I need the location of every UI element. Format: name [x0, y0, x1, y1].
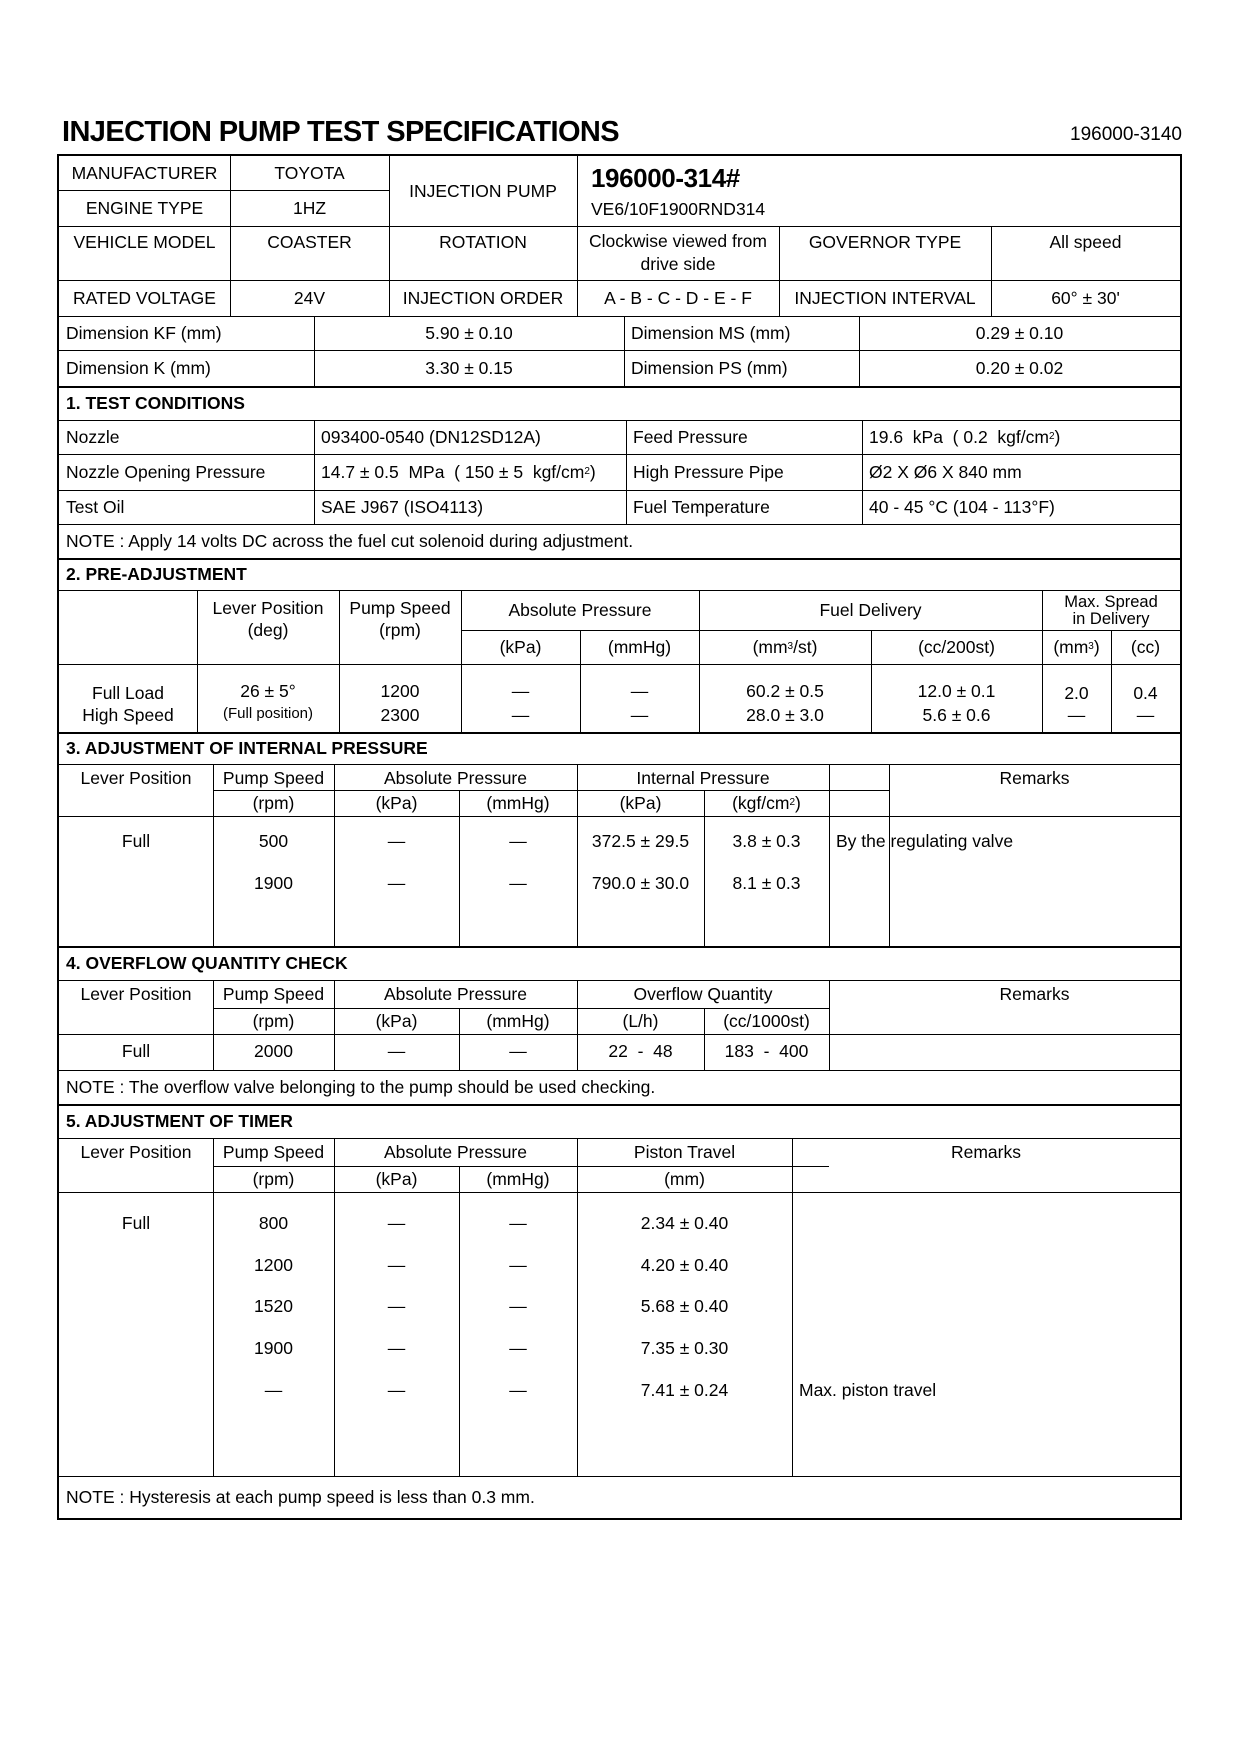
s5-row-3-travel: 5.68 ± 0.40: [640, 1295, 729, 1316]
test-oil-label: Test Oil: [66, 496, 125, 517]
nozzle-label: Nozzle: [66, 426, 120, 447]
manufacturer-label: MANUFACTURER: [71, 162, 218, 183]
s2-header-cc-200st: (cc/200st): [918, 636, 995, 657]
s2-row-high-speed-label: High Speed: [82, 704, 174, 725]
s3-row-2-kpa: —: [387, 872, 406, 893]
s2-header-kpa: (kPa): [499, 636, 542, 657]
s5-row-5-travel: 7.41 ± 0.24: [640, 1379, 729, 1400]
dimension-ms-value: 0.29 ± 0.10: [975, 322, 1064, 343]
section-1-heading: 1. TEST CONDITIONS: [66, 392, 245, 413]
s5-row-1-speed: 800: [258, 1212, 289, 1233]
s5-row-4-kpa: —: [387, 1337, 406, 1358]
pump-number: 196000-314#: [591, 163, 740, 194]
s2-lever-value: 26 ± 5°: [240, 680, 296, 701]
dimension-kf-value: 5.90 ± 0.10: [425, 322, 513, 343]
s2-row-high-speed-mmhg: —: [630, 704, 649, 725]
s4-header-overflow-quantity: Overflow Quantity: [633, 983, 773, 1004]
s5-row-2-mmhg: —: [509, 1254, 527, 1275]
s5-row-1-mmhg: —: [509, 1212, 527, 1233]
s5-header-absolute-pressure: Absolute Pressure: [384, 1141, 527, 1162]
rotation-line-1: Clockwise viewed from: [589, 231, 767, 252]
s4-header-cc: (cc/1000st): [723, 1010, 810, 1031]
s3-header-remarks: Remarks: [999, 767, 1070, 788]
s5-header-rpm: (rpm): [252, 1168, 295, 1189]
s3-row-1-remark: By the regulating valve: [836, 830, 1014, 851]
s4-row-kpa: —: [387, 1040, 406, 1061]
s3-header-lever-position: Lever Position: [80, 767, 192, 788]
s2-row-high-speed-spread-cc: —: [1136, 704, 1155, 725]
s4-header-remarks: Remarks: [999, 983, 1070, 1004]
rated-voltage-value: 24V: [293, 287, 326, 308]
document-title: INJECTION PUMP TEST SPECIFICATIONS: [62, 116, 619, 148]
section-4-note: NOTE : The overflow valve belonging to the pump should be used checking.: [66, 1076, 656, 1097]
s2-row-full-load-mm3: 60.2 ± 0.5: [746, 680, 824, 701]
s2-row-high-speed-mm3: 28.0 ± 3.0: [746, 704, 824, 725]
s3-row-2-int-kpa: 790.0 ± 30.0: [591, 872, 690, 893]
s5-header-mm: (mm): [664, 1168, 705, 1189]
dimension-kf-label: Dimension KF (mm): [66, 322, 222, 343]
s2-row-high-speed-speed: 2300: [380, 704, 420, 725]
spec-sheet: [57, 154, 1182, 1520]
s2-row-high-speed-cc: 5.6 ± 0.6: [922, 704, 991, 725]
rotation-label: ROTATION: [439, 232, 527, 252]
injection-pump-label: INJECTION PUMP: [409, 180, 557, 201]
s3-header-rpm: (rpm): [252, 792, 295, 813]
s2-header-spread-mm3: (mm 3 ): [1053, 636, 1100, 657]
s3-header-pump-speed: Pump Speed: [222, 767, 325, 788]
s3-lever-value: Full: [121, 830, 151, 851]
rotation-value: [577, 226, 779, 280]
s5-row-2-kpa: —: [387, 1254, 406, 1275]
nozzle-opening-pressure-value: 14.7 ± 0.5 MPa ( 150 ± 5 kgf/cm 2 ): [321, 461, 596, 482]
manufacturer-value: TOYOTA: [274, 162, 345, 183]
s5-header-kpa: (kPa): [375, 1168, 418, 1189]
s3-row-2-speed: 1900: [254, 872, 293, 893]
s3-row-1-kpa: —: [387, 830, 406, 851]
s2-header-lever-position: Lever Position (deg): [212, 598, 324, 640]
s4-row-lh: 22 - 48: [608, 1040, 673, 1061]
s3-row-1-kgf: 3.8 ± 0.3: [732, 830, 801, 851]
s3-header-absolute-pressure: Absolute Pressure: [384, 767, 527, 788]
section-4-heading: 4. OVERFLOW QUANTITY CHECK: [66, 952, 348, 973]
rotation-line-2: drive side: [640, 254, 716, 274]
s4-header-mmhg: (mmHg): [486, 1010, 550, 1031]
pump-code: VE6/10F1900RND314: [591, 198, 766, 219]
section-5-heading: 5. ADJUSTMENT OF TIMER: [66, 1110, 293, 1131]
s4-header-pump-speed: Pump Speed: [222, 983, 325, 1004]
s2-row-full-load-kpa: —: [511, 680, 530, 701]
injection-order-value: A - B - C - D - E - F: [604, 287, 752, 308]
s5-row-2-speed: 1200: [254, 1254, 293, 1275]
s4-header-lh: (L/h): [622, 1010, 659, 1031]
s2-header-pump-speed: Pump Speed (rpm): [349, 598, 451, 640]
injection-interval-value: 60° ± 30': [1051, 287, 1120, 308]
s2-row-full-load-cc: 12.0 ± 0.1: [917, 680, 996, 701]
s3-row-2-mmhg: —: [509, 872, 527, 893]
dimension-k-label: Dimension K (mm): [66, 357, 211, 378]
nozzle-value: 093400-0540 (DN12SD12A): [321, 426, 541, 447]
s3-row-1-mmhg: —: [509, 830, 527, 851]
dimension-k-value: 3.30 ± 0.15: [425, 357, 513, 378]
s2-header-max-spread: Max. Spread in Delivery: [1064, 592, 1158, 628]
s4-header-lever-position: Lever Position: [80, 983, 192, 1004]
s4-header-kpa: (kPa): [375, 1010, 418, 1031]
s4-row-speed: 2000: [254, 1040, 293, 1061]
s2-row-high-speed-spread-mm3: —: [1067, 704, 1086, 725]
s3-row-2-kgf: 8.1 ± 0.3: [732, 872, 801, 893]
s4-row-lever: Full: [121, 1040, 151, 1061]
s3-header-kpa: (kPa): [375, 792, 418, 813]
s4-header-rpm: (rpm): [252, 1010, 295, 1031]
dimension-ps-label: Dimension PS (mm): [631, 357, 788, 378]
feed-pressure-value: 19.6 kPa ( 0.2 kgf/cm 2 ): [869, 426, 1061, 447]
s2-row-high-speed-kpa: —: [511, 704, 530, 725]
section-3-heading: 3. ADJUSTMENT OF INTERNAL PRESSURE: [66, 737, 428, 758]
dimension-ms-label: Dimension MS (mm): [631, 322, 791, 343]
nozzle-opening-pressure-label: Nozzle Opening Pressure: [66, 461, 266, 482]
s5-row-5-speed: —: [264, 1379, 283, 1400]
high-pressure-pipe-value: Ø2 X Ø6 X 840 mm: [869, 461, 1022, 482]
s5-row-1-kpa: —: [387, 1212, 406, 1233]
s5-row-2-travel: 4.20 ± 0.40: [640, 1254, 729, 1275]
s5-row-3-mmhg: —: [509, 1295, 527, 1316]
s3-header-kgf: (kgf/cm 2 ): [732, 792, 801, 813]
injection-order-label: INJECTION ORDER: [402, 287, 564, 308]
dimension-ps-value: 0.20 ± 0.02: [975, 357, 1064, 378]
s2-row-full-load-speed: 1200: [380, 680, 420, 701]
s5-header-lever-position: Lever Position: [80, 1141, 192, 1162]
s5-row-5-remark: Max. piston travel: [799, 1379, 937, 1400]
s5-row-4-mmhg: —: [509, 1337, 527, 1358]
section-2-heading: 2. PRE-ADJUSTMENT: [66, 563, 247, 584]
feed-pressure-label: Feed Pressure: [633, 426, 748, 447]
s3-row-1-int-kpa: 372.5 ± 29.5: [591, 830, 690, 851]
s4-header-absolute-pressure: Absolute Pressure: [384, 983, 527, 1004]
s2-header-absolute-pressure: Absolute Pressure: [508, 599, 652, 620]
s3-header-internal-pressure: Internal Pressure: [636, 767, 770, 788]
s5-row-1-travel: 2.34 ± 0.40: [640, 1212, 729, 1233]
s4-row-mmhg: —: [509, 1040, 527, 1061]
s5-row-3-speed: 1520: [254, 1295, 293, 1316]
governor-type-label: GOVERNOR TYPE: [808, 232, 962, 252]
s5-row-4-travel: 7.35 ± 0.30: [640, 1337, 729, 1358]
s5-header-piston-travel: Piston Travel: [633, 1141, 736, 1162]
s3-header-mmhg: (mmHg): [486, 792, 550, 813]
s2-header-spread-cc: (cc): [1130, 636, 1161, 657]
s5-row-5-mmhg: —: [509, 1379, 527, 1400]
fuel-temperature-label: Fuel Temperature: [633, 496, 770, 517]
s2-header-fuel-delivery: Fuel Delivery: [819, 599, 922, 620]
test-oil-value: SAE J967 (ISO4113): [321, 496, 484, 517]
vehicle-model-label: VEHICLE MODEL: [73, 232, 216, 252]
section-5-note: NOTE : Hysteresis at each pump speed is less than 0.3 mm.: [66, 1486, 535, 1507]
engine-type-value: 1HZ: [292, 197, 327, 218]
s5-row-5-kpa: —: [387, 1379, 406, 1400]
vehicle-model-value: COASTER: [267, 232, 352, 252]
rated-voltage-label: RATED VOLTAGE: [73, 287, 216, 308]
fuel-temperature-value: 40 - 45 °C (104 - 113°F): [869, 496, 1055, 517]
s5-lever-value: Full: [121, 1212, 151, 1233]
s2-header-mm3-st: (mm 3 /st): [752, 636, 818, 657]
s5-header-mmhg: (mmHg): [486, 1168, 550, 1189]
engine-type-label: ENGINE TYPE: [85, 197, 204, 218]
s2-row-full-load-mmhg: —: [630, 680, 649, 701]
s4-row-cc: 183 - 400: [724, 1040, 809, 1061]
s5-header-pump-speed: Pump Speed: [222, 1141, 325, 1162]
governor-type-value: All speed: [1049, 232, 1122, 252]
injection-interval-label: INJECTION INTERVAL: [794, 287, 976, 308]
s2-header-mmhg: (mmHg): [607, 636, 672, 657]
s2-lever-note: (Full position): [222, 705, 314, 722]
high-pressure-pipe-label: High Pressure Pipe: [633, 461, 784, 482]
s2-row-full-load-label: Full Load: [92, 682, 164, 703]
s5-row-3-kpa: —: [387, 1295, 406, 1316]
s3-row-1-speed: 500: [258, 830, 289, 851]
s2-row-full-load-spread-mm3: 2.0: [1064, 682, 1089, 703]
s3-header-int-kpa: (kPa): [619, 792, 662, 813]
s2-row-full-load-spread-cc: 0.4: [1133, 682, 1158, 703]
document-number: 196000-3140: [1070, 124, 1182, 145]
s5-row-4-speed: 1900: [254, 1337, 293, 1358]
section-1-note: NOTE : Apply 14 volts DC across the fuel cut solenoid during adjustment.: [66, 530, 634, 551]
s5-header-remarks: Remarks: [950, 1141, 1021, 1162]
